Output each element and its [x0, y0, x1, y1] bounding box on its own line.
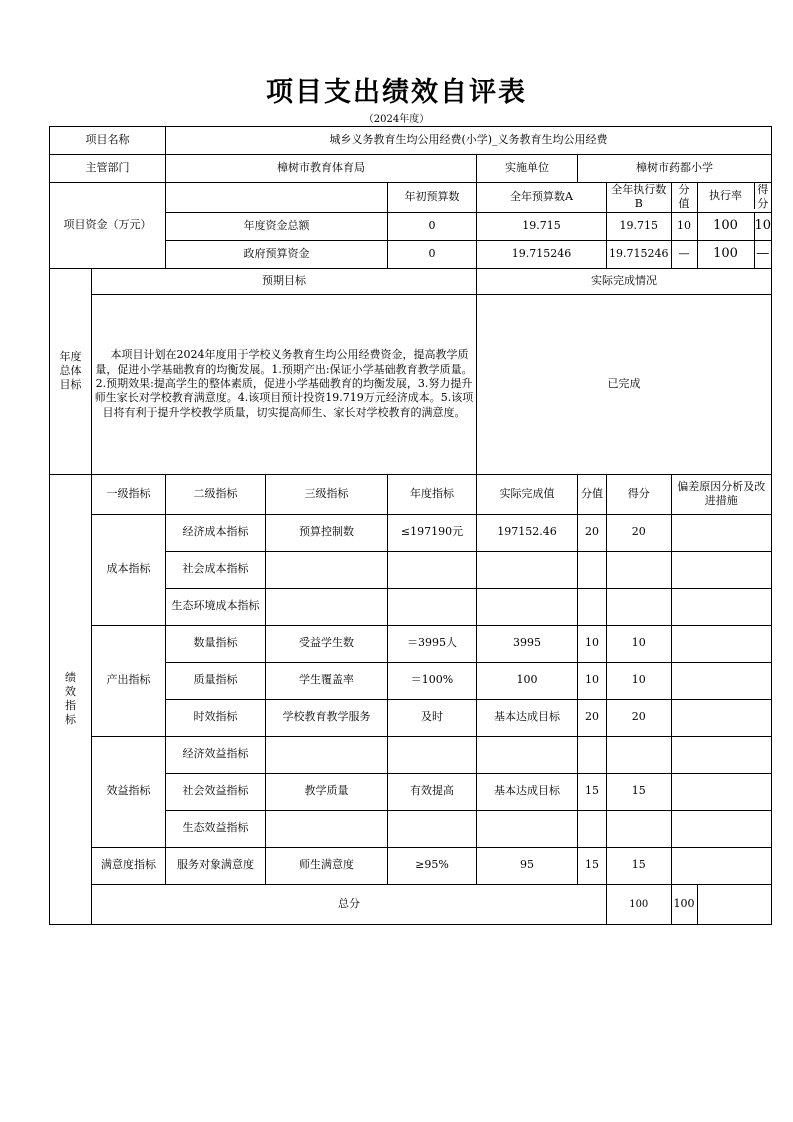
funds-gov-row-label: 政府预算资金: [166, 240, 388, 268]
perf-level2: 数量指标: [166, 625, 266, 662]
funds-gov-row-rate: 100: [698, 241, 755, 268]
perf-deviation: [671, 736, 772, 773]
perf-target: [388, 588, 477, 625]
perf-deviation: [671, 588, 772, 625]
perf-deviation: [671, 773, 772, 810]
unit-value: 樟树市药都小学: [578, 155, 772, 183]
perf-level2: 质量指标: [166, 662, 266, 699]
perf-score: 15: [607, 847, 672, 884]
perf-target: 及时: [388, 699, 477, 736]
funds-total-row-score-value: 10: [671, 212, 697, 240]
perf-target: ≥95%: [388, 847, 477, 884]
perf-score-value: [578, 588, 607, 625]
project-name-value: 城乡义务教育生均公用经费(小学)_义务教育生均公用经费: [166, 127, 772, 155]
perf-score: [607, 736, 672, 773]
total-deviation: [697, 884, 772, 924]
perf-level2: 社会效益指标: [166, 773, 266, 810]
perf-level2: 时效指标: [166, 699, 266, 736]
perf-score: [607, 588, 672, 625]
perf-deviation: [671, 699, 772, 736]
perf-score: 10: [607, 625, 672, 662]
perf-level1: 成本指标: [92, 514, 166, 625]
perf-score-value: [578, 736, 607, 773]
perf-deviation: [671, 625, 772, 662]
perf-level3: 学校教育教学服务: [266, 699, 388, 736]
perf-target: [388, 810, 477, 847]
perf-level2: 服务对象满意度: [166, 847, 266, 884]
perf-target: ≤197190元: [388, 514, 477, 551]
perf-header-level2: 二级指标: [166, 474, 266, 514]
funds-total-row-score: 10: [754, 217, 772, 233]
perf-target: [388, 551, 477, 588]
funds-gov-row-executed: 19.715246: [607, 240, 672, 268]
perf-header-deviation: 偏差原因分析及改进措施: [671, 474, 772, 514]
table-row: [50, 736, 772, 773]
perf-level2: 生态环境成本指标: [166, 588, 266, 625]
perf-level3: [266, 551, 388, 588]
performance-header-row: [50, 474, 772, 514]
perf-deviation: [671, 514, 772, 551]
perf-deviation: [671, 551, 772, 588]
perf-level2: 经济成本指标: [166, 514, 266, 551]
perf-level3: [266, 588, 388, 625]
perf-header-actual: 实际完成值: [477, 474, 578, 514]
perf-score-value: 10: [578, 662, 607, 699]
perf-actual: [477, 810, 578, 847]
perf-actual: 95: [477, 847, 578, 884]
perf-score: 10: [607, 662, 672, 699]
perf-score-value: 10: [578, 625, 607, 662]
funds-total-row: [697, 212, 772, 240]
goals-expected-text: 本项目计划在2024年度用于学校义务教育生均公用经费资金，提高教学质量，促进小学基础教育的均衡发展。1.预期产出:保证小学基础教育教学质量。2.预期效果:提高学生的整体素质，促进小学基础教育的均衡发展，3.努力提升师生家长对学校教育满意度。4.该项目预计投资19.719万元经济成本。5.该项目将有利于提升学校教学质量，切实提高师生、家长对学校教育的满意度。: [92, 294, 477, 474]
goals-actual-label: 实际完成情况: [477, 268, 772, 294]
funds-gov-row: [697, 240, 772, 268]
funds-header-rate: 执行率: [698, 183, 755, 209]
perf-actual: 3995: [477, 625, 578, 662]
perf-deviation: [671, 662, 772, 699]
perf-actual: [477, 736, 578, 773]
funds-gov-row-initial: 0: [388, 240, 477, 268]
goals-label: 年度总体目标: [50, 268, 92, 474]
total-value: 100: [607, 884, 672, 924]
perf-score: 20: [607, 699, 672, 736]
funds-header-rate-score: [697, 183, 772, 213]
performance-label: 绩效指标: [50, 474, 92, 924]
perf-level3: 受益学生数: [266, 625, 388, 662]
perf-score: [607, 551, 672, 588]
perf-target: ＝3995人: [388, 625, 477, 662]
perf-level3: 教学质量: [266, 773, 388, 810]
funds-header-blank: [166, 183, 388, 213]
perf-level3: 学生覆盖率: [266, 662, 388, 699]
perf-score: 20: [607, 514, 672, 551]
total-label: 总分: [92, 884, 607, 924]
perf-actual: [477, 551, 578, 588]
funds-total-row-annual: 19.715: [477, 212, 607, 240]
funds-header-initial: 年初预算数: [388, 183, 477, 213]
goals-actual-text: 已完成: [477, 294, 772, 474]
perf-level2: 经济效益指标: [166, 736, 266, 773]
evaluation-table: [49, 126, 772, 925]
funds-header-score: 得分: [757, 183, 769, 211]
funds-header-executed: 全年执行数B: [607, 183, 672, 213]
perf-actual: [477, 588, 578, 625]
perf-score: 15: [607, 773, 672, 810]
perf-header-score_value: 分值: [578, 474, 607, 514]
perf-level2: 社会成本指标: [166, 551, 266, 588]
goals-header-row: [50, 268, 772, 294]
funds-header-row: [50, 183, 772, 213]
perf-level1: 产出指标: [92, 625, 166, 736]
funds-label: 项目资金（万元）: [50, 183, 166, 269]
perf-score-value: [578, 810, 607, 847]
perf-header-level1: 一级指标: [92, 474, 166, 514]
table-row: [50, 625, 772, 662]
perf-score-value: 20: [578, 699, 607, 736]
page-title: 项目支出绩效自评表: [266, 77, 527, 108]
goals-content-row: [50, 294, 772, 474]
perf-score-value: [578, 551, 607, 588]
perf-level2: 生态效益指标: [166, 810, 266, 847]
perf-actual: 197152.46: [477, 514, 578, 551]
department-row: [50, 155, 772, 183]
perf-deviation: [671, 847, 772, 884]
perf-actual: 100: [477, 662, 578, 699]
perf-level3: [266, 810, 388, 847]
project-name-row: [50, 127, 772, 155]
funds-gov-row-score-value: —: [671, 240, 697, 268]
perf-level3: 师生满意度: [266, 847, 388, 884]
perf-level3: [266, 736, 388, 773]
total-row: [50, 884, 772, 924]
perf-level1: 满意度指标: [92, 847, 166, 884]
funds-total-row-label: 年度资金总额: [166, 212, 388, 240]
funds-total-row-rate: 100: [698, 213, 755, 240]
perf-level3: 预算控制数: [266, 514, 388, 551]
unit-label: 实施单位: [477, 155, 578, 183]
perf-deviation: [671, 810, 772, 847]
perf-header-target: 年度指标: [388, 474, 477, 514]
perf-score: [607, 810, 672, 847]
table-row: [50, 514, 772, 551]
perf-target: 有效提高: [388, 773, 477, 810]
funds-gov-row-score: —: [756, 245, 770, 261]
perf-score-value: 20: [578, 514, 607, 551]
perf-target: [388, 736, 477, 773]
table-row: [50, 847, 772, 884]
year-note: （2024年度）: [363, 114, 430, 125]
perf-level1: 效益指标: [92, 736, 166, 847]
dept-value: 樟树市教育体育局: [166, 155, 477, 183]
dept-label: 主管部门: [50, 155, 166, 183]
perf-actual: 基本达成目标: [477, 699, 578, 736]
goals-expected-label: 预期目标: [92, 268, 477, 294]
funds-header-annual: 全年预算数A: [477, 183, 607, 213]
funds-gov-row-annual: 19.715246: [477, 240, 607, 268]
total-score: 100: [671, 884, 697, 924]
project-name-label: 项目名称: [50, 127, 166, 155]
funds-total-row-executed: 19.715: [607, 212, 672, 240]
perf-score-value: 15: [578, 773, 607, 810]
funds-header-score-value: 分值: [671, 183, 697, 213]
perf-header-level3: 三级指标: [266, 474, 388, 514]
perf-actual: 基本达成目标: [477, 773, 578, 810]
perf-target: ＝100%: [388, 662, 477, 699]
perf-score-value: 15: [578, 847, 607, 884]
funds-total-row-initial: 0: [388, 212, 477, 240]
perf-header-score: 得分: [607, 474, 672, 514]
